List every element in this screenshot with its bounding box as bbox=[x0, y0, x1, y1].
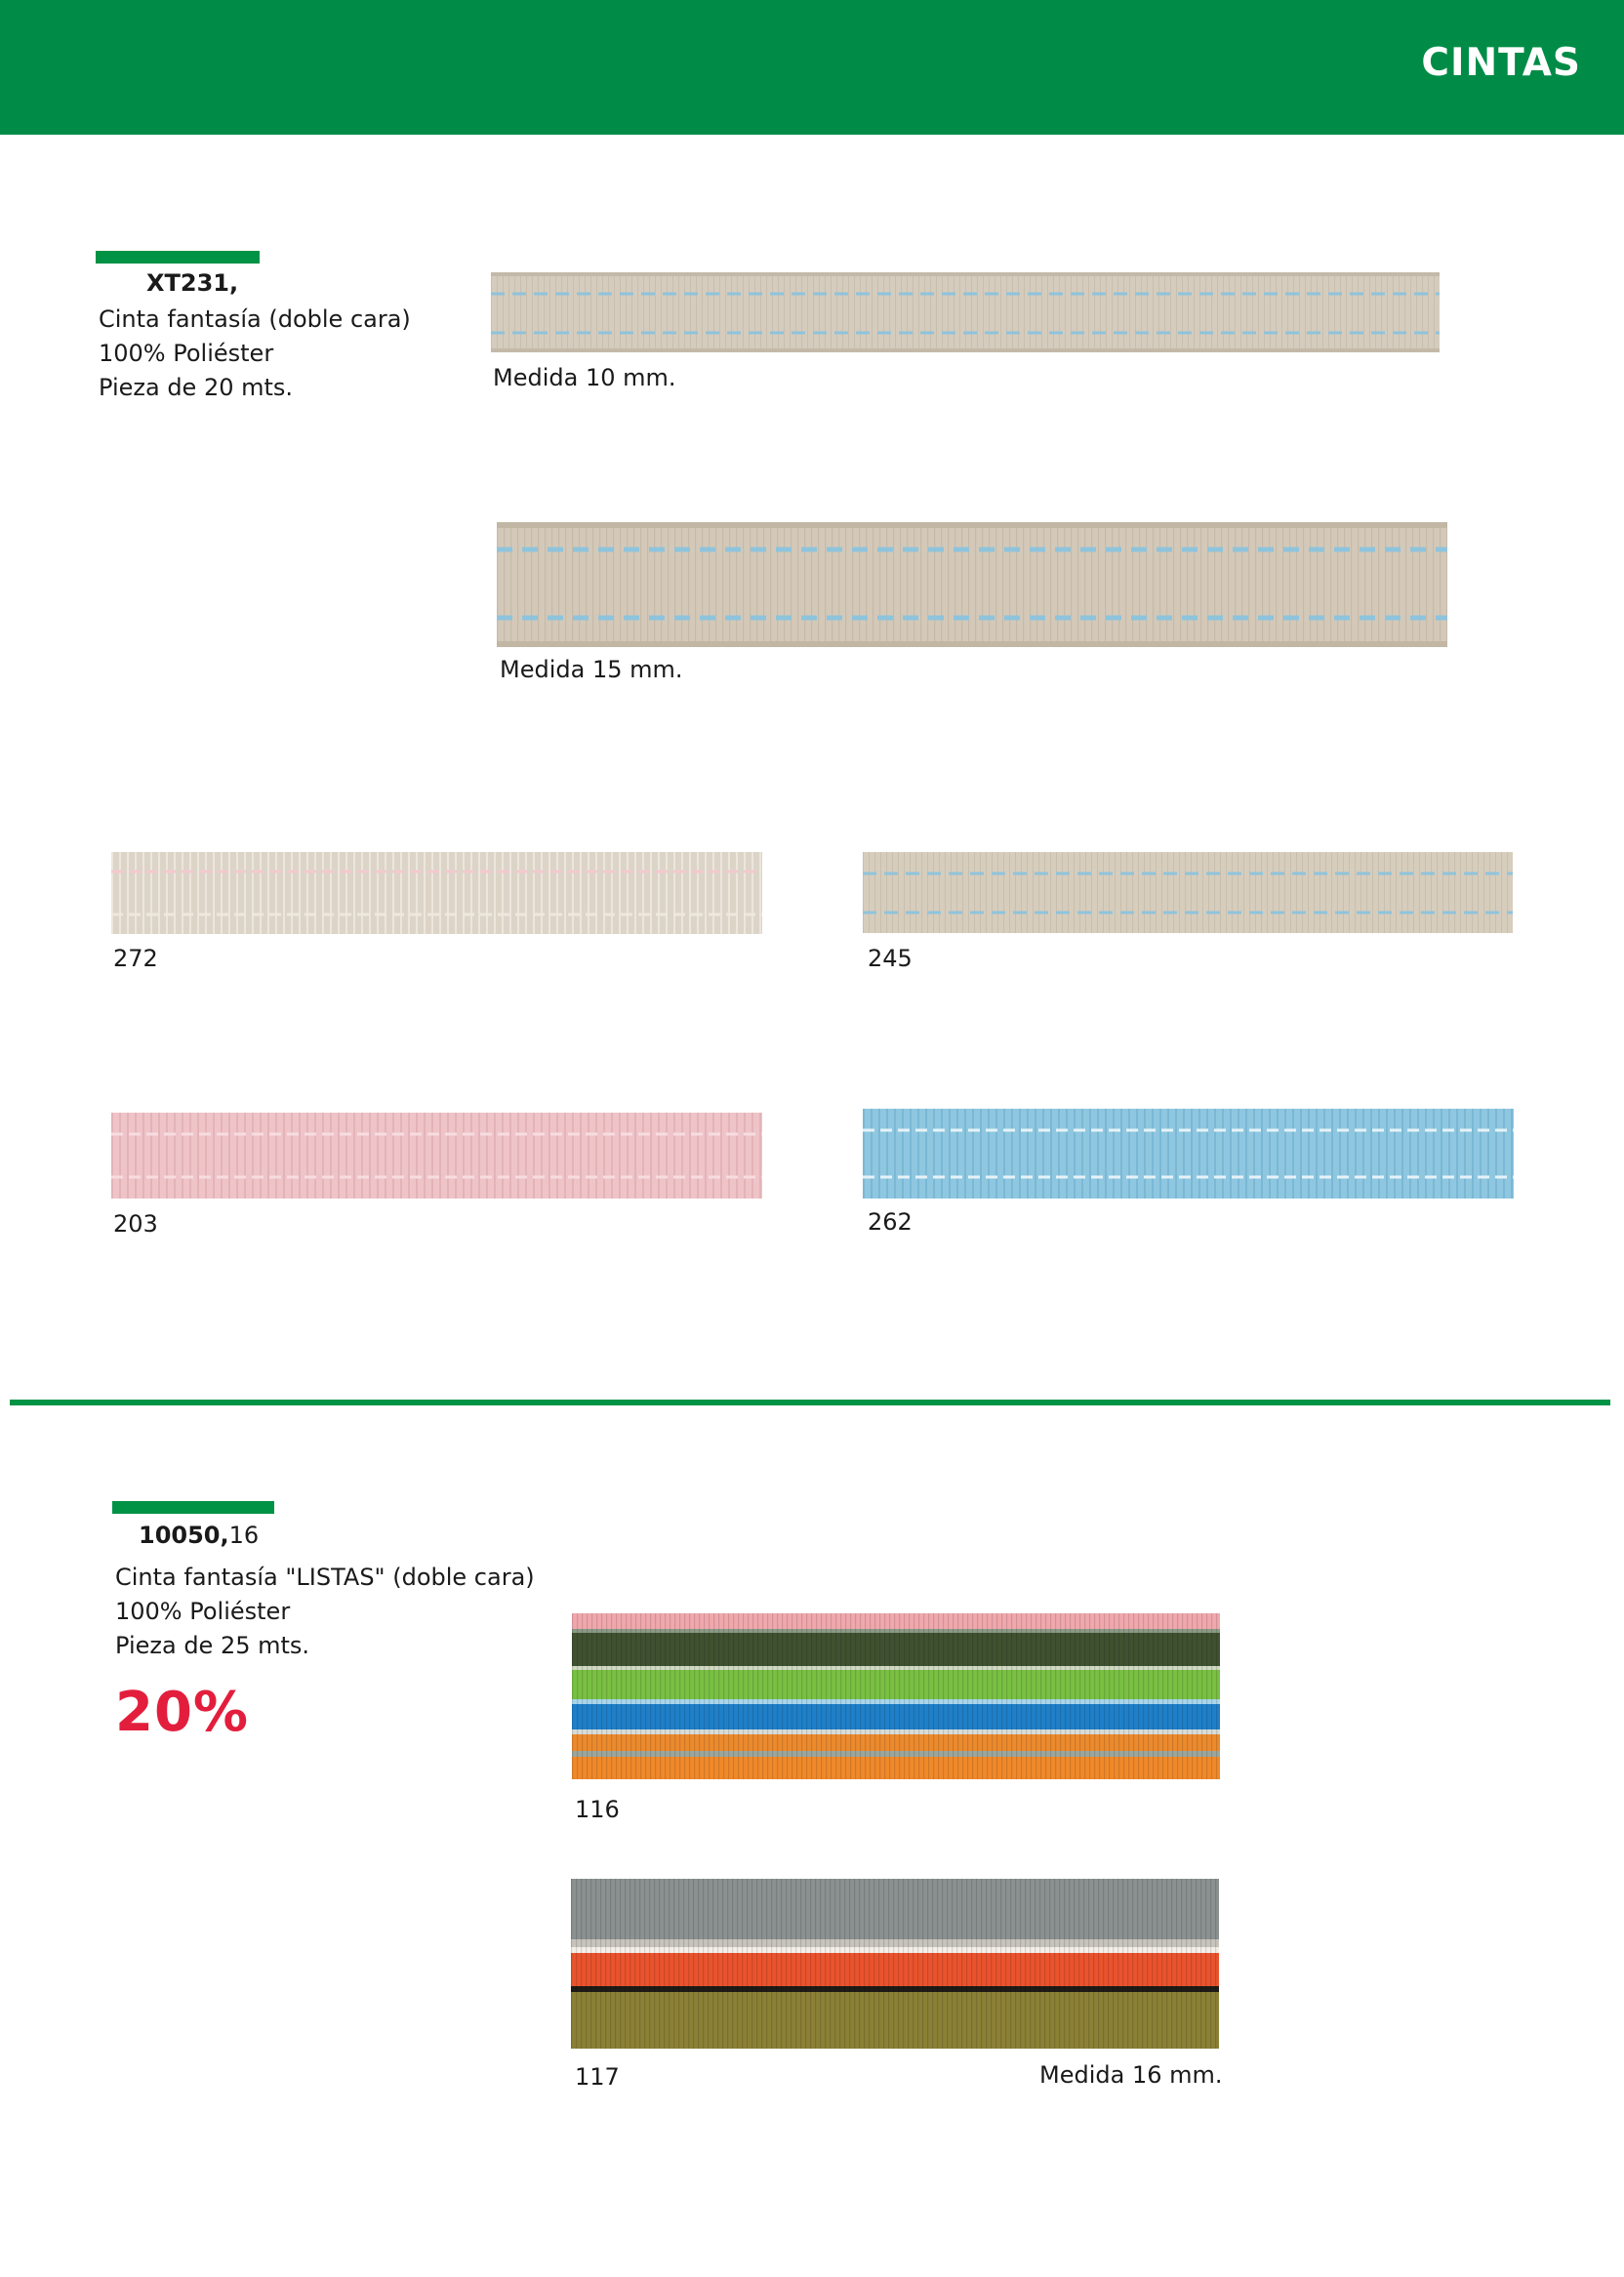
size-label: Medida 15 mm. bbox=[500, 656, 683, 683]
description-line: Cinta fantasía (doble cara) bbox=[99, 305, 411, 333]
size-label: Medida 10 mm. bbox=[493, 364, 676, 391]
section-marker bbox=[112, 1501, 274, 1514]
description-line: Pieza de 20 mts. bbox=[99, 374, 294, 401]
product-description bbox=[99, 303, 411, 405]
ribbon-swatch-117 bbox=[571, 1879, 1219, 2049]
product-code: XT231, bbox=[146, 269, 239, 297]
section-divider bbox=[10, 1400, 1610, 1405]
ribbon-swatch-245 bbox=[863, 852, 1513, 933]
color-code: 262 bbox=[868, 1208, 913, 1236]
description-line: 100% Poliéster bbox=[99, 340, 274, 367]
discount-badge: 20% bbox=[115, 1681, 250, 1744]
color-code: 272 bbox=[113, 945, 158, 972]
description-line: 100% Poliéster bbox=[115, 1598, 291, 1625]
ribbon-swatch-10mm bbox=[491, 272, 1440, 352]
product-description bbox=[115, 1561, 535, 1663]
ribbon-swatch-262 bbox=[863, 1109, 1514, 1199]
ribbon-swatch-15mm bbox=[497, 522, 1447, 647]
product-code: 10050,16 bbox=[139, 1522, 260, 1549]
color-code: 116 bbox=[575, 1796, 620, 1823]
color-code: 117 bbox=[575, 2063, 620, 2091]
ribbon-swatch-116 bbox=[572, 1613, 1220, 1779]
size-label: Medida 16 mm. bbox=[1039, 2061, 1223, 2089]
description-line: Cinta fantasía "LISTAS" (doble cara) bbox=[115, 1564, 535, 1591]
color-code: 203 bbox=[113, 1210, 158, 1238]
ribbon-swatch-203 bbox=[111, 1113, 762, 1199]
color-code: 245 bbox=[868, 945, 913, 972]
description-line: Pieza de 25 mts. bbox=[115, 1632, 310, 1659]
ribbon-swatch-272 bbox=[111, 852, 762, 934]
header-bar bbox=[0, 0, 1624, 135]
section-marker bbox=[96, 251, 260, 264]
page-title: CINTAS bbox=[1421, 41, 1581, 85]
